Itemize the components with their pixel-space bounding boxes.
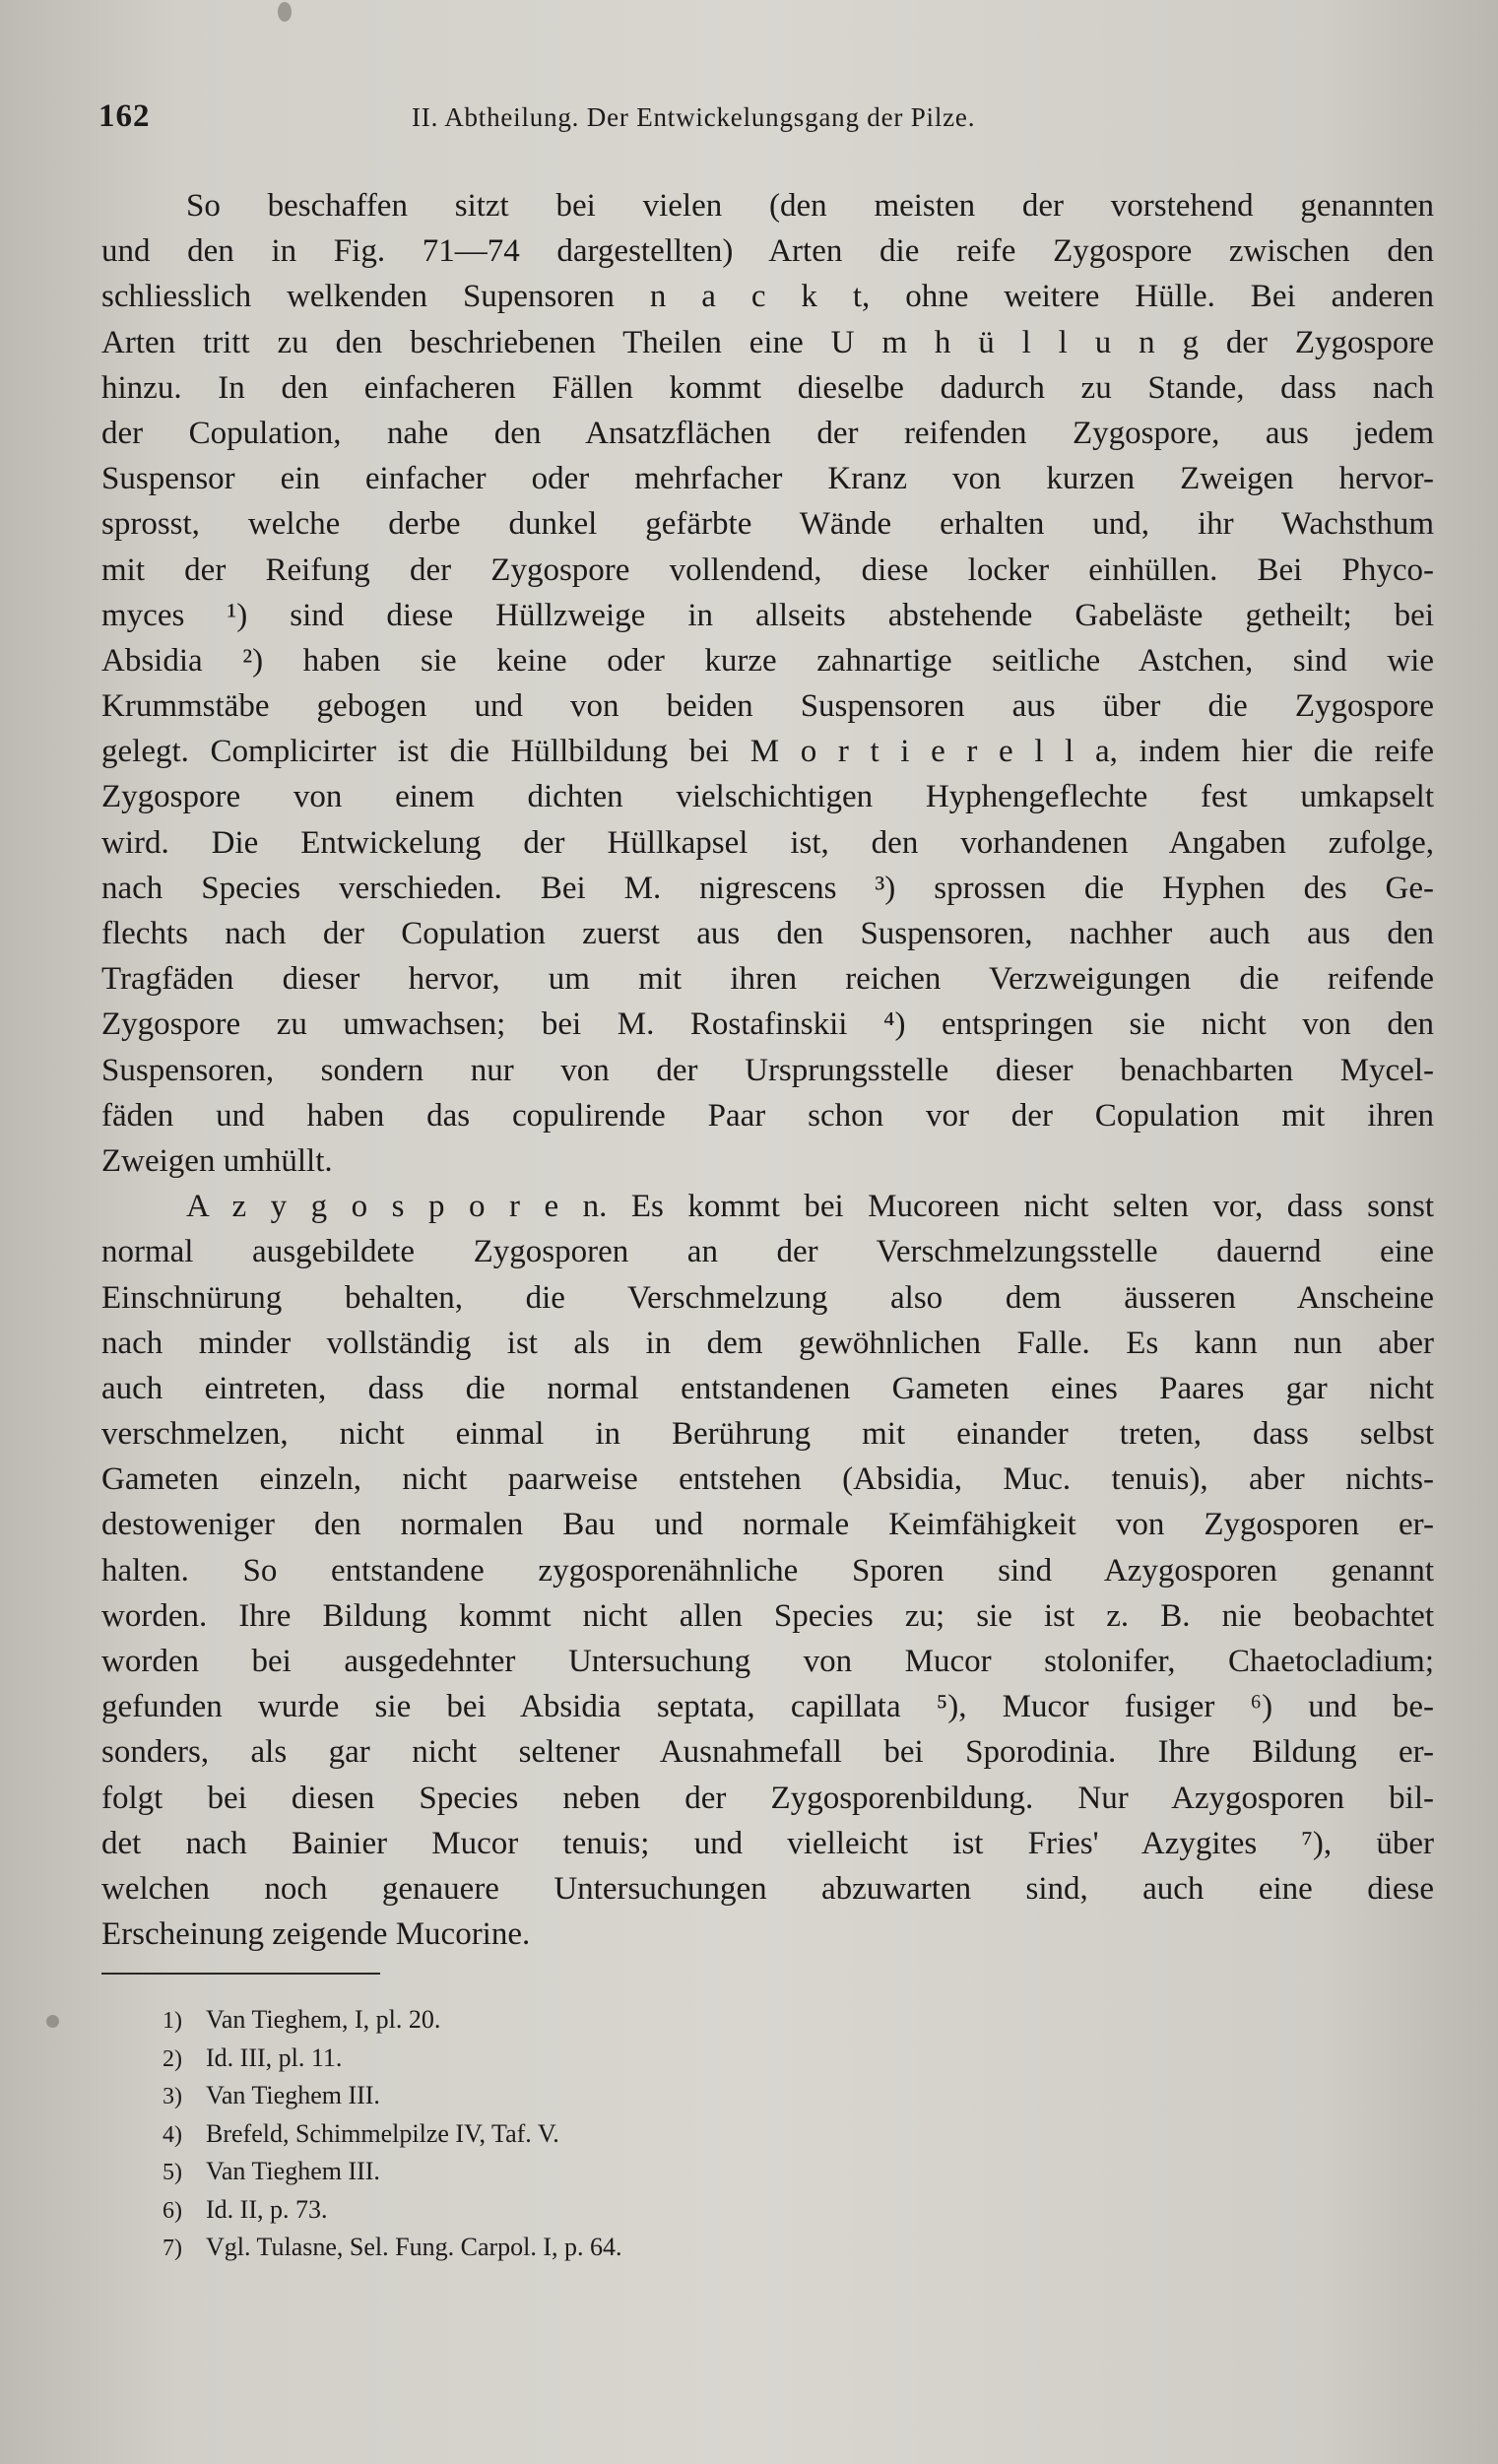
footnote-number: 3) xyxy=(163,2084,182,2109)
footnote-text: Van Tieghem, I, pl. 20. xyxy=(206,2005,441,2034)
footnote xyxy=(163,2115,622,2154)
footnote-number: 7) xyxy=(163,2236,182,2261)
page-number: 162 xyxy=(98,98,151,134)
ink-blot xyxy=(278,2,292,22)
ink-blot xyxy=(46,2015,59,2028)
text-line: sprosst, welche derbe dunkel gefärbte Wände erhalten und, ihr Wachsthum xyxy=(101,506,1434,543)
footnote-number: 4) xyxy=(163,2121,182,2148)
text-line: destoweniger den normalen Bau und normale Keimfähigkeit von Zygosporen er- xyxy=(101,1507,1434,1543)
footnote-text: Id. II, p. 73. xyxy=(206,2194,328,2224)
text-line: Einschnürung behalten, die Verschmelzung also dem äusseren Anscheine xyxy=(101,1279,1434,1316)
footnote xyxy=(163,2229,622,2267)
footnote-separator xyxy=(101,1973,380,1975)
text-line: wird. Die Entwickelung der Hüllkapsel ist, den vorhandenen Angaben zufolge, xyxy=(101,824,1434,861)
footnote xyxy=(163,2153,622,2191)
text-line: welchen noch genauere Untersuchungen abzuwarten sind, auch eine diese xyxy=(101,1870,1434,1907)
text-line: Zygospore von einem dichten vielschichtigen Hyphengeflechte fest umkapselt xyxy=(101,779,1434,815)
text-line: folgt bei diesen Species neben der Zygosporenbildung. Nur Azygosporen bil- xyxy=(101,1780,1434,1816)
text-line: hinzu. In den einfacheren Fällen kommt dieselbe dadurch zu Stande, dass nach xyxy=(101,369,1434,406)
text-line: flechts nach der Copulation zuerst aus den Suspensoren, nachher auch aus den xyxy=(101,916,1434,951)
text-line: der Copulation, nahe den Ansatzflächen der reifenden Zygospore, aus jedem xyxy=(101,415,1434,451)
body-text xyxy=(101,183,1434,1957)
footnote xyxy=(163,2040,622,2078)
text-line: nach minder vollständig ist als in dem gewöhnlichen Falle. Es kann nun aber xyxy=(101,1325,1434,1361)
text-line: worden bei ausgedehnter Untersuchung von Mucor stolonifer, Chaetocladium; xyxy=(101,1644,1434,1679)
text-line: gefunden wurde sie bei Absidia septata, capillata ⁵), Mucor fusiger ⁶) und be- xyxy=(101,1689,1434,1725)
text-line: Zweigen umhüllt. xyxy=(101,1142,333,1179)
text-line: myces ¹) sind diese Hüllzweige in allseits abstehende Gabeläste getheilt; bei xyxy=(101,597,1434,633)
text-line: und den in Fig. 71—74 dargestellten) Arten die reife Zygospore zwischen den xyxy=(101,233,1434,270)
footnote-number: 6) xyxy=(163,2197,182,2224)
text-line: Suspensoren, sondern nur von der Ursprungsstelle dieser benachbarten Mycel- xyxy=(101,1052,1434,1088)
text-line: nach Species verschieden. Bei M. nigrescens ³) sprossen die Hyphen des Ge- xyxy=(101,870,1434,906)
text-line: normal ausgebildete Zygosporen an der Verschmelzungsstelle dauernd eine xyxy=(101,1234,1434,1270)
text-line: det nach Bainier Mucor tenuis; und vielleicht ist Fries' Azygites ⁷), über xyxy=(101,1825,1434,1861)
text-line: halten. So entstandene zygosporenähnliche Sporen sind Azygosporen genannt xyxy=(101,1552,1434,1589)
page-header xyxy=(98,98,1438,138)
footnote-number: 2) xyxy=(163,2045,182,2072)
text-line: Krummstäbe gebogen und von beiden Suspensoren aus über die Zygospore xyxy=(101,688,1434,725)
text-line: So beschaffen sitzt bei vielen (den meisten der vorstehend genannten xyxy=(186,188,1434,224)
footnote xyxy=(163,2077,622,2115)
text-line: sonders, als gar nicht seltener Ausnahmefall bei Sporodinia. Ihre Bildung er- xyxy=(101,1734,1434,1771)
footnote-text: Brefeld, Schimmelpilze IV, Taf. V. xyxy=(206,2118,559,2148)
footnote-text: Van Tieghem III. xyxy=(206,2081,380,2109)
text-line: A z y g o s p o r e n. Es kommt bei Mucoreen nicht selten vor, dass sonst xyxy=(186,1189,1434,1225)
text-line: Gameten einzeln, nicht paarweise entstehen (Absidia, Muc. tenuis), aber nichts- xyxy=(101,1461,1434,1498)
footnote-text: Vgl. Tulasne, Sel. Fung. Carpol. I, p. 64. xyxy=(206,2233,622,2261)
running-head: II. Abtheilung. Der Entwickelungsgang der Pilze. xyxy=(412,102,976,132)
text-line: auch eintreten, dass die normal entstandenen Gameten eines Paares gar nicht xyxy=(101,1370,1434,1406)
text-line: Suspensor ein einfacher oder mehrfacher Kranz von kurzen Zweigen hervor- xyxy=(101,461,1434,497)
text-line: Tragfäden dieser hervor, um mit ihren reichen Verzweigungen die reifende xyxy=(101,961,1434,998)
footnote-number: 5) xyxy=(163,2160,182,2185)
text-line: gelegt. Complicirter ist die Hüllbildung bei M o r t i e r e l l a, indem hier die reife xyxy=(101,734,1434,770)
text-line: Erscheinung zeigende Mucorine. xyxy=(101,1916,531,1953)
footnote-number: 1) xyxy=(163,2008,182,2034)
footnotes xyxy=(163,2001,622,2267)
text-line: verschmelzen, nicht einmal in Berührung mit einander treten, dass selbst xyxy=(101,1416,1434,1453)
text-line: fäden und haben das copulirende Paar schon vor der Copulation mit ihren xyxy=(101,1097,1434,1134)
text-line: worden. Ihre Bildung kommt nicht allen Species zu; sie ist z. B. nie beobachtet xyxy=(101,1597,1434,1634)
footnote-text: Van Tieghem III. xyxy=(206,2157,380,2185)
text-line: Absidia ²) haben sie keine oder kurze zahnartige seitliche Astchen, sind wie xyxy=(101,642,1434,679)
footnote xyxy=(163,2191,622,2230)
text-line: mit der Reifung der Zygospore vollendend, diese locker einhüllen. Bei Phyco- xyxy=(101,551,1434,588)
footnote xyxy=(163,2001,622,2040)
footnote-text: Id. III, pl. 11. xyxy=(206,2043,343,2072)
text-line: Zygospore zu umwachsen; bei M. Rostafinskii ⁴) entspringen sie nicht von den xyxy=(101,1006,1434,1043)
text-line: Arten tritt zu den beschriebenen Theilen eine U m h ü l l u n g der Zygospore xyxy=(101,324,1434,360)
text-line: schliesslich welkenden Supensoren n a c k t, ohne weitere Hülle. Bei anderen xyxy=(101,279,1434,315)
